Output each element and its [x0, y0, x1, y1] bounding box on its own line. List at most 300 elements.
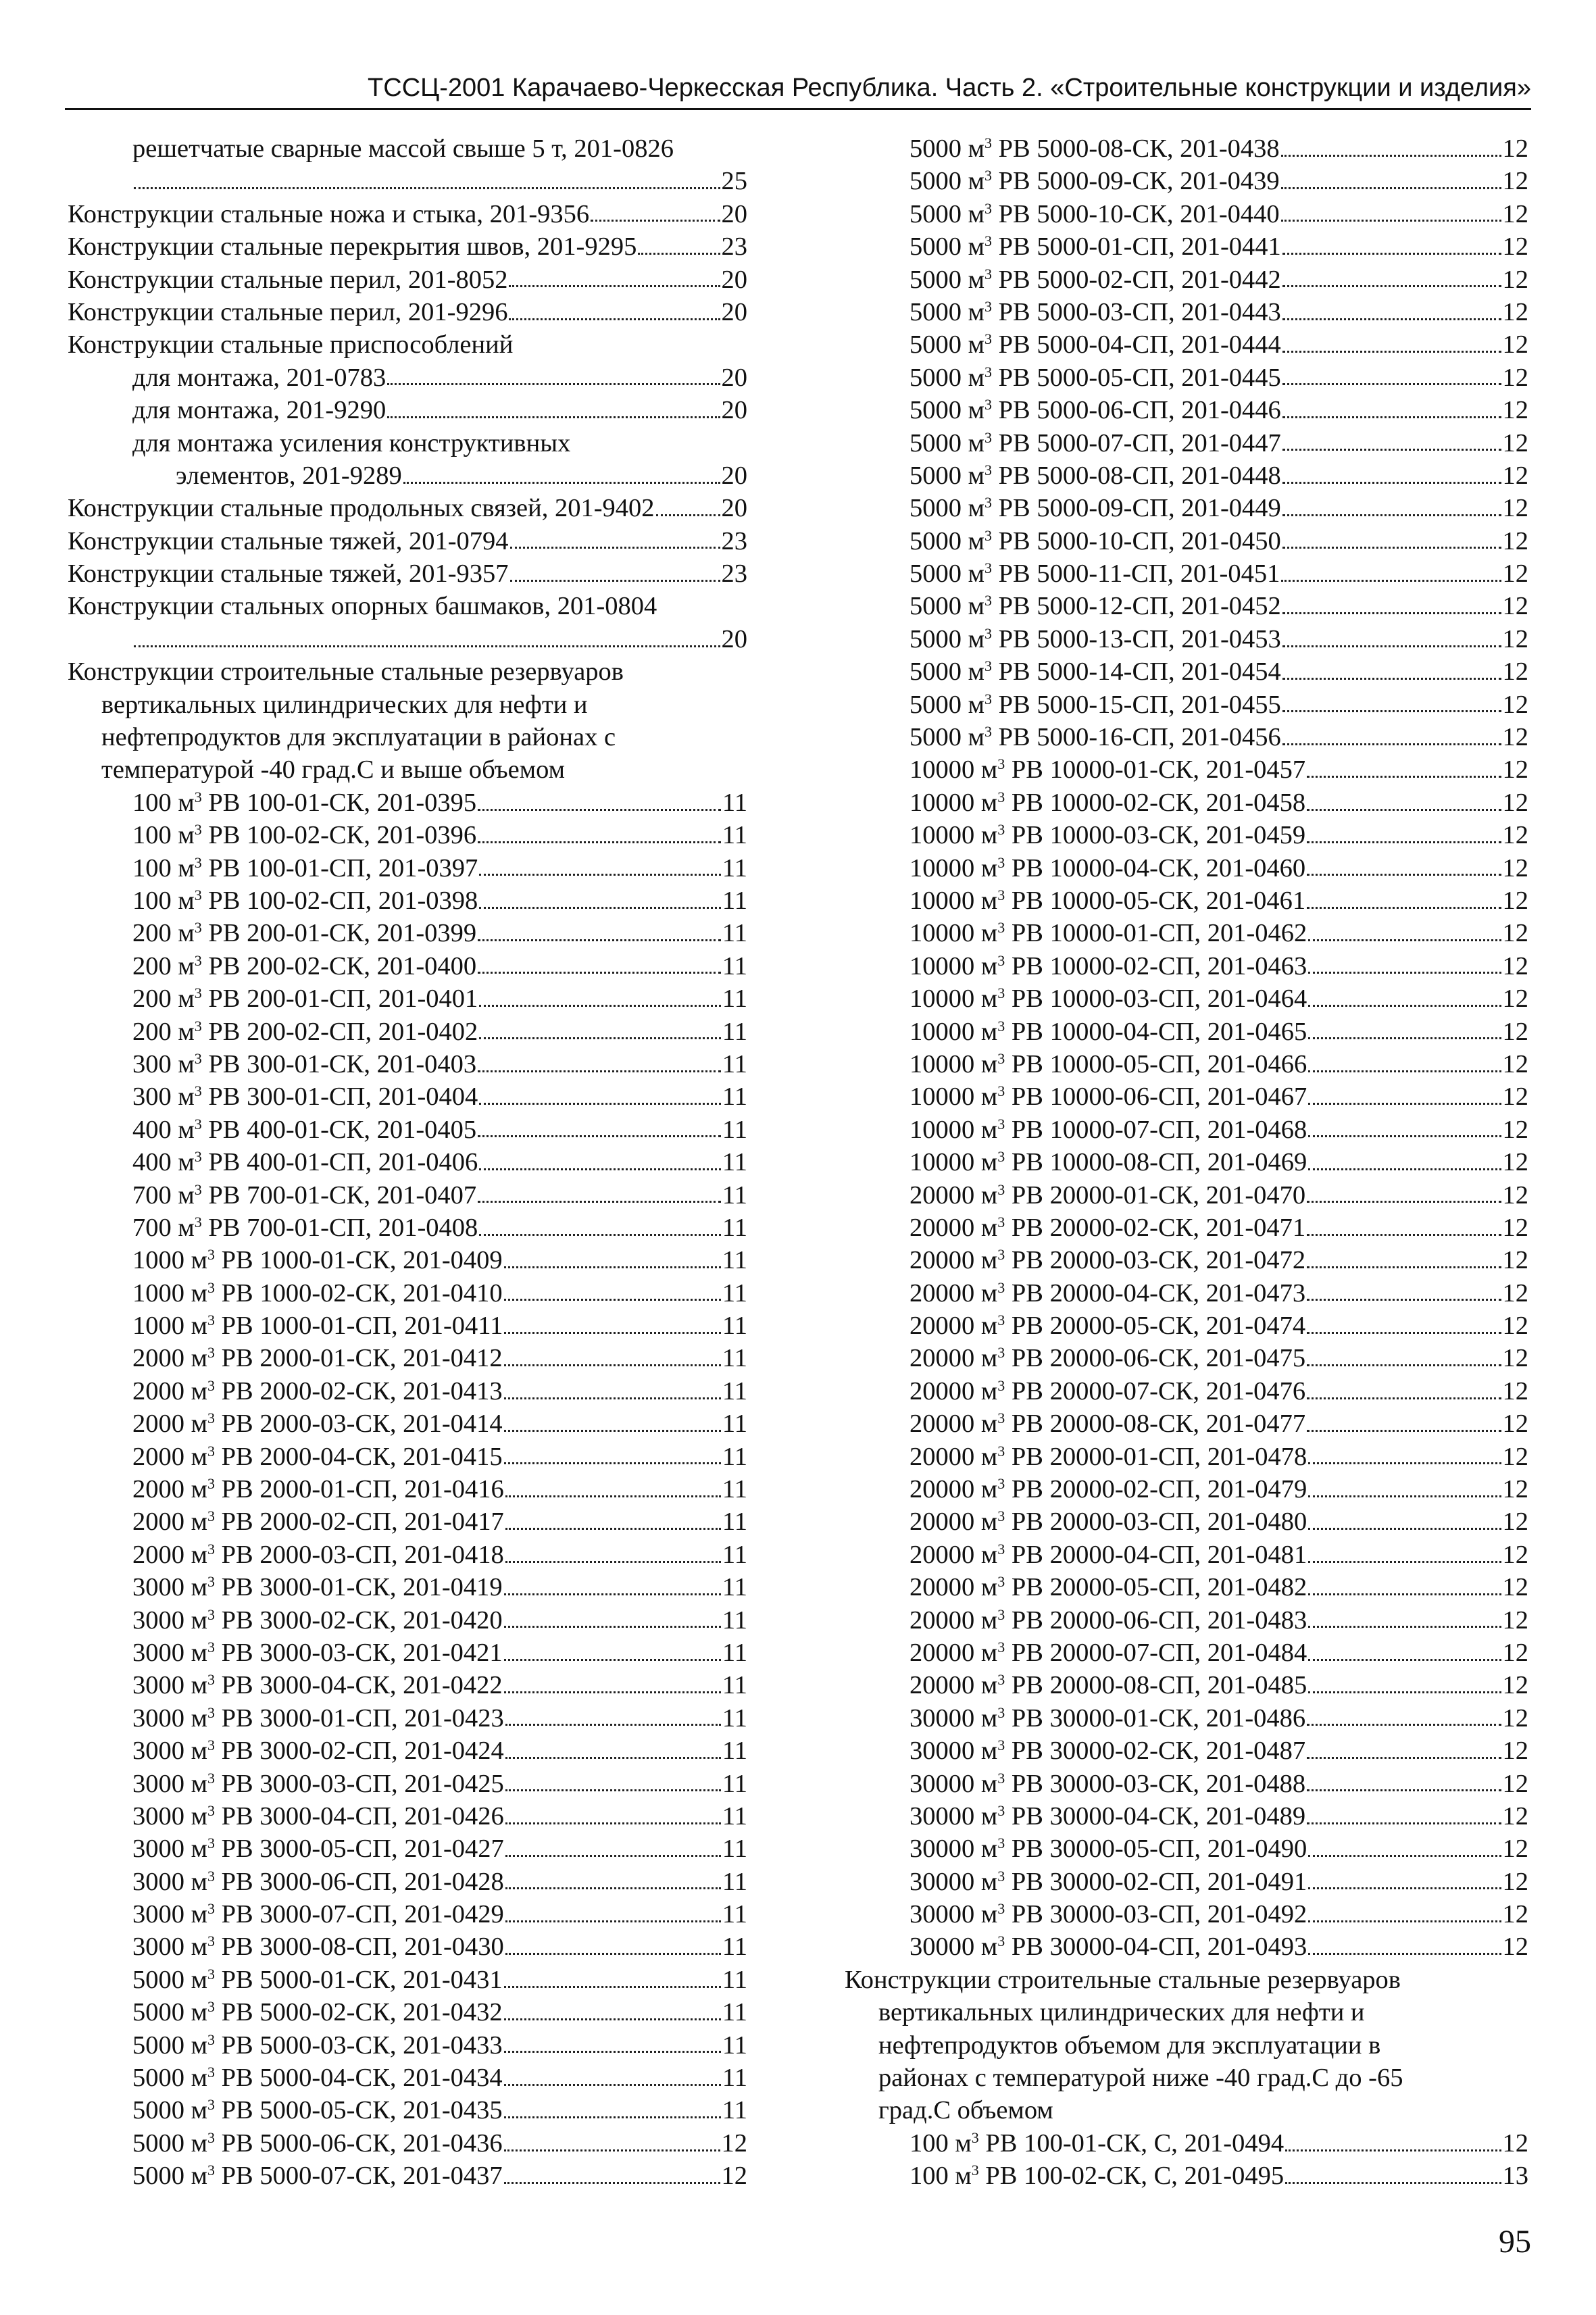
dot-leader — [505, 1789, 721, 1791]
entry-page-number: 12 — [1502, 167, 1528, 196]
volume-value: 5000 — [909, 461, 968, 490]
volume-exponent: 3 — [997, 853, 1005, 871]
entry-label: РВ 10000-04-СК, 201-0460 — [1005, 853, 1306, 882]
dot-leader — [1308, 1495, 1501, 1497]
volume-exponent: 3 — [984, 559, 992, 577]
entry-line — [909, 1244, 1528, 1276]
entry-label: РВ 2000-02-СП, 201-0417 — [215, 1508, 504, 1537]
volume-exponent: 3 — [984, 297, 992, 315]
entry-text — [909, 623, 1281, 655]
entry-line — [909, 1800, 1528, 1833]
volume-exponent: 3 — [984, 526, 992, 544]
entry-text — [132, 1768, 504, 1800]
index-entry — [845, 525, 1528, 557]
entry-line — [132, 1016, 747, 1048]
index-entry — [845, 1735, 1528, 1767]
volume-value: 2000 — [132, 1410, 191, 1439]
entry-line — [68, 590, 747, 622]
index-entry — [845, 1080, 1528, 1113]
volume-exponent: 3 — [971, 2162, 979, 2179]
volume-value: 3000 — [132, 1900, 191, 1929]
entry-label: РВ 100-01-СК, 201-0395 — [201, 788, 477, 817]
volume-unit: м — [980, 1605, 998, 1635]
dot-leader — [1307, 841, 1501, 843]
volume-value: 10000 — [909, 788, 981, 817]
entry-label: Конструкции стальных опорных башмаков, 201-0804 — [68, 592, 657, 621]
volume-unit: м — [191, 2162, 207, 2191]
entry-line — [909, 1735, 1528, 1767]
entry-text — [909, 1768, 1305, 1800]
index-column-left — [68, 132, 747, 2193]
entry-label: РВ 2000-04-СК, 201-0415 — [215, 1442, 503, 1471]
entry-text — [132, 1964, 503, 1996]
dot-leader — [1281, 220, 1501, 222]
volume-exponent: 3 — [207, 1246, 215, 1264]
volume-exponent: 3 — [207, 1638, 215, 1656]
dot-leader — [1308, 1953, 1501, 1955]
entry-text — [909, 2160, 1284, 2192]
index-entry — [68, 1539, 747, 1571]
dot-leader — [1282, 351, 1501, 353]
dot-leader — [403, 482, 720, 484]
volume-unit: м — [980, 1801, 998, 1831]
volume-exponent: 3 — [207, 1344, 215, 1362]
entry-page-number: 12 — [1502, 1703, 1528, 1733]
volume-value: 5000 — [909, 396, 968, 425]
index-entry — [68, 296, 747, 328]
dot-leader — [479, 1005, 721, 1007]
index-entry — [845, 2160, 1528, 2192]
entry-page-number: 12 — [1502, 788, 1528, 817]
entry-line — [909, 328, 1528, 361]
entry-text — [909, 296, 1281, 328]
volume-exponent: 3 — [984, 134, 992, 151]
entry-text — [909, 492, 1281, 524]
entry-page-number: 11 — [722, 1344, 747, 1373]
volume-exponent: 3 — [997, 985, 1005, 1002]
entry-page-number: 11 — [722, 951, 747, 980]
entry-label: РВ 10000-03-СК, 201-0459 — [1005, 821, 1306, 850]
entry-line — [909, 1866, 1528, 1898]
dot-leader — [1308, 1462, 1501, 1464]
index-entry — [68, 1016, 747, 1048]
volume-exponent: 3 — [984, 265, 992, 282]
entry-line — [909, 230, 1528, 263]
entry-text — [132, 1146, 478, 1178]
volume-value: 300 — [132, 1049, 178, 1078]
index-entry — [68, 1931, 747, 1963]
entry-line — [909, 623, 1528, 655]
entry-label: РВ 10000-07-СП, 201-0468 — [1005, 1115, 1307, 1144]
index-entry — [845, 852, 1528, 885]
entry-label: Конструкции стальные ножа и стыка, 201-9356 — [68, 199, 590, 228]
dot-leader — [1285, 2149, 1501, 2151]
volume-value: 100 — [909, 2162, 955, 2191]
entry-line — [132, 2062, 747, 2094]
entry-label: РВ 20000-06-СК, 201-0475 — [1005, 1344, 1306, 1373]
volume-value: 3000 — [132, 1737, 191, 1766]
dot-leader — [1308, 1593, 1501, 1595]
volume-unit: м — [178, 1148, 195, 1177]
volume-exponent: 3 — [997, 1148, 1005, 1166]
entry-label: РВ 5000-04-СП, 201-0444 — [992, 330, 1281, 359]
entry-text — [909, 1342, 1305, 1374]
volume-exponent: 3 — [207, 1965, 215, 1983]
index-entry — [68, 1735, 747, 1767]
entry-text — [68, 592, 657, 620]
entry-page-number: 12 — [1502, 1049, 1528, 1078]
entry-label: РВ 20000-05-СК, 201-0474 — [1005, 1312, 1306, 1341]
entry-label: решетчатые сварные массой свыше 5 т, 201-0826 — [132, 134, 674, 163]
dot-leader — [504, 1593, 721, 1595]
index-entry — [68, 132, 747, 165]
entry-label: РВ 20000-02-СК, 201-0471 — [1005, 1213, 1306, 1242]
volume-exponent: 3 — [207, 1573, 215, 1591]
entry-page-number: 11 — [722, 1148, 747, 1177]
entry-text — [132, 134, 674, 163]
volume-value: 5000 — [909, 690, 968, 719]
entry-text — [909, 132, 1280, 165]
volume-value: 100 — [132, 788, 178, 817]
volume-value: 3000 — [132, 1933, 191, 1962]
volume-unit: м — [968, 167, 984, 196]
entry-text — [68, 525, 509, 557]
index-entry — [845, 982, 1528, 1015]
index-entry — [68, 2029, 747, 2062]
entry-page-number: 11 — [722, 1573, 747, 1602]
entry-label: РВ 200-01-СК, 201-0399 — [201, 919, 477, 948]
volume-exponent: 3 — [984, 199, 992, 217]
volume-unit: м — [178, 951, 195, 980]
entry-line — [909, 787, 1528, 819]
volume-exponent: 3 — [207, 1998, 215, 2016]
entry-label: РВ 3000-01-СП, 201-0423 — [215, 1703, 504, 1733]
entry-text — [68, 198, 589, 230]
volume-exponent: 3 — [207, 1376, 215, 1394]
entry-page-number: 11 — [722, 853, 747, 882]
entry-line — [909, 1114, 1528, 1146]
entry-label: РВ 20000-02-СП, 201-0479 — [1005, 1475, 1307, 1504]
entry-page-number: 12 — [1502, 1605, 1528, 1635]
entry-label: РВ 10000-05-СП, 201-0466 — [1005, 1049, 1307, 1078]
volume-unit: м — [980, 1737, 998, 1766]
dot-leader — [505, 1528, 721, 1530]
volume-value: 2000 — [132, 1540, 191, 1569]
volume-exponent: 3 — [207, 1737, 215, 1754]
entry-line — [101, 689, 747, 721]
entry-page-number: 11 — [722, 1867, 747, 1896]
volume-exponent: 3 — [207, 1540, 215, 1558]
volume-unit: м — [980, 1671, 998, 1700]
entry-text — [132, 1277, 503, 1310]
entry-line — [132, 1048, 747, 1080]
volume-exponent: 3 — [984, 396, 992, 414]
dot-leader — [1282, 285, 1501, 287]
volume-unit: м — [980, 1312, 998, 1341]
entry-line — [909, 819, 1528, 851]
volume-exponent: 3 — [207, 1410, 215, 1427]
volume-unit: м — [191, 1737, 207, 1766]
dot-leader — [638, 253, 720, 255]
entry-text — [909, 655, 1281, 688]
entry-line — [132, 1080, 747, 1113]
entry-page-number: 11 — [722, 886, 747, 915]
volume-unit: м — [968, 592, 984, 621]
entry-text — [132, 1669, 503, 1701]
dot-leader — [1308, 1005, 1501, 1007]
index-entry — [845, 264, 1528, 296]
dot-leader — [387, 416, 720, 418]
dot-leader — [1282, 514, 1501, 516]
index-entry — [68, 230, 747, 263]
entry-label: РВ 1000-01-СК, 201-0409 — [215, 1246, 503, 1275]
entry-label: РВ 3000-04-СП, 201-0426 — [215, 1801, 504, 1831]
volume-value: 3000 — [132, 1769, 191, 1798]
entry-line — [909, 492, 1528, 524]
entry-label: РВ 20000-08-СК, 201-0477 — [1005, 1410, 1306, 1439]
volume-exponent: 3 — [207, 2031, 215, 2048]
entry-line — [909, 1473, 1528, 1505]
entry-label: РВ 20000-04-СП, 201-0481 — [1005, 1540, 1307, 1569]
dot-leader — [1308, 1659, 1501, 1661]
entry-line — [132, 1505, 747, 1538]
volume-unit: м — [968, 428, 984, 457]
entry-label: Конструкции стальные продольных связей, 201-9402 — [68, 494, 655, 523]
volume-exponent: 3 — [984, 592, 992, 609]
index-entry — [845, 590, 1528, 622]
dot-leader — [505, 1561, 721, 1563]
index-entry — [845, 296, 1528, 328]
entry-label: РВ 2000-03-СК, 201-0414 — [215, 1410, 503, 1439]
entry-page-number: 11 — [722, 1376, 747, 1405]
volume-unit: м — [980, 1344, 998, 1373]
entry-page-number: 11 — [722, 1312, 747, 1341]
entry-line — [878, 2062, 1528, 2094]
entry-text — [132, 917, 476, 949]
volume-value: 30000 — [909, 1835, 981, 1864]
entry-text — [878, 1998, 1365, 2026]
dot-leader — [504, 1364, 721, 1366]
entry-label: РВ 20000-05-СП, 201-0482 — [1005, 1573, 1307, 1602]
entry-line — [909, 1539, 1528, 1571]
dot-leader — [504, 1462, 721, 1464]
entry-line — [132, 1996, 747, 2028]
entry-label: РВ 3000-01-СК, 201-0419 — [215, 1573, 503, 1602]
dot-leader — [1282, 743, 1501, 745]
entry-text — [132, 1310, 503, 1342]
index-entry — [68, 427, 747, 459]
entry-page-number: 11 — [722, 1933, 747, 1962]
dot-leader — [1282, 645, 1501, 647]
volume-exponent: 3 — [194, 951, 202, 969]
entry-text — [132, 1898, 504, 1931]
index-entry — [68, 557, 747, 590]
entry-line — [909, 1768, 1528, 1800]
volume-value: 5000 — [909, 265, 968, 294]
entry-page-number: 12 — [1502, 1148, 1528, 1177]
volume-value: 5000 — [132, 2064, 191, 2093]
entry-text — [909, 917, 1307, 949]
entry-label: РВ 5000-03-СП, 201-0443 — [992, 297, 1281, 326]
volume-value: 5000 — [132, 2129, 191, 2158]
entry-text — [68, 330, 513, 359]
entry-text — [909, 1016, 1307, 1048]
entry-text — [68, 492, 655, 524]
dot-leader — [1307, 809, 1501, 811]
entry-text — [132, 1539, 504, 1571]
entry-text — [878, 2031, 1380, 2060]
entry-line — [132, 1768, 747, 1800]
volume-unit: м — [980, 886, 998, 915]
entry-page-number: 11 — [722, 1180, 747, 1210]
dot-leader — [1308, 1691, 1501, 1693]
entry-line — [132, 2094, 747, 2126]
volume-value: 20000 — [909, 1605, 981, 1635]
entry-label: Конструкции строительные стальные резервуаров — [68, 657, 624, 687]
volume-exponent: 3 — [984, 723, 992, 741]
entry-page-number: 12 — [1502, 559, 1528, 589]
entry-line — [132, 982, 747, 1015]
volume-unit: м — [178, 821, 195, 850]
entry-label: РВ 30000-01-СК, 201-0486 — [1005, 1703, 1306, 1733]
entry-page-number: 12 — [1502, 526, 1528, 555]
volume-exponent: 3 — [207, 1703, 215, 1721]
index-entry — [68, 1244, 747, 1276]
volume-value: 1000 — [132, 1312, 191, 1341]
entry-text — [132, 1016, 478, 1048]
entry-text — [132, 1441, 503, 1473]
entry-line — [68, 525, 747, 557]
entry-page-number: 11 — [722, 1769, 747, 1798]
dot-leader — [505, 1855, 721, 1857]
volume-value: 2000 — [132, 1344, 191, 1373]
index-entry — [845, 492, 1528, 524]
volume-value: 30000 — [909, 1801, 981, 1831]
volume-unit: м — [968, 396, 984, 425]
entry-line — [909, 917, 1528, 949]
entry-line — [132, 1342, 747, 1374]
entry-label: град.С объемом — [878, 2096, 1053, 2125]
volume-exponent: 3 — [194, 1180, 202, 1198]
entry-label: РВ 200-02-СК, 201-0400 — [201, 951, 477, 980]
volume-unit: м — [968, 723, 984, 752]
index-entry — [68, 950, 747, 982]
entry-text — [132, 787, 476, 819]
entry-line — [909, 1277, 1528, 1310]
volume-unit: м — [980, 1246, 998, 1275]
entry-label: РВ 3000-06-СП, 201-0428 — [215, 1867, 504, 1896]
entry-page-number: 12 — [1502, 1801, 1528, 1831]
dot-leader — [504, 1986, 721, 1988]
volume-unit: м — [980, 853, 998, 882]
entry-line — [132, 1800, 747, 1833]
dot-leader — [1307, 1234, 1501, 1236]
entry-text — [909, 1669, 1307, 1701]
dot-leader — [505, 1822, 721, 1824]
entry-page-number: 11 — [722, 1017, 747, 1046]
entry-label: РВ 5000-02-СП, 201-0442 — [992, 265, 1281, 294]
index-entry — [845, 427, 1528, 459]
entry-label: вертикальных цилиндрических для нефти и — [101, 690, 588, 719]
entry-line — [132, 950, 747, 982]
dot-leader — [505, 1495, 721, 1497]
entry-text — [909, 982, 1307, 1015]
volume-exponent: 3 — [207, 1801, 215, 1819]
entry-line — [909, 1833, 1528, 1865]
entry-line — [132, 1735, 747, 1767]
volume-exponent: 3 — [997, 1638, 1005, 1656]
entry-line — [909, 1408, 1528, 1440]
entry-label: РВ 5000-07-СП, 201-0447 — [992, 428, 1281, 457]
volume-unit: м — [178, 1213, 195, 1242]
entry-line — [909, 1310, 1528, 1342]
index-entry — [845, 753, 1528, 786]
entry-text — [101, 691, 588, 719]
entry-line — [132, 1310, 747, 1342]
entry-page-number: 12 — [1502, 1835, 1528, 1864]
index-entry — [68, 1505, 747, 1538]
entry-line — [909, 852, 1528, 885]
index-entry — [845, 721, 1528, 753]
entry-page-number: 11 — [722, 821, 747, 850]
entry-label: для монтажа усиления конструктивных — [132, 428, 571, 457]
index-entry — [68, 1800, 747, 1833]
entry-text — [132, 1408, 503, 1440]
entry-text — [132, 2094, 503, 2126]
index-entry — [845, 1146, 1528, 1178]
entry-label: РВ 2000-01-СП, 201-0416 — [215, 1475, 504, 1504]
entry-line — [68, 264, 747, 296]
index-entry — [845, 1702, 1528, 1735]
dot-leader — [1282, 547, 1501, 549]
entry-text — [132, 2127, 503, 2160]
dot-leader — [1307, 1430, 1501, 1432]
volume-exponent: 3 — [997, 1115, 1005, 1132]
entry-line — [68, 492, 747, 524]
volume-exponent: 3 — [997, 1769, 1005, 1787]
volume-unit: м — [191, 1312, 207, 1341]
index-entry — [68, 655, 747, 688]
volume-exponent: 3 — [997, 1801, 1005, 1819]
entry-text — [909, 1539, 1307, 1571]
volume-exponent: 3 — [997, 1180, 1005, 1198]
dot-leader — [479, 1103, 721, 1105]
volume-value: 20000 — [909, 1671, 981, 1700]
volume-value: 30000 — [909, 1900, 981, 1929]
index-entry — [845, 2062, 1528, 2094]
entry-label: РВ 5000-11-СП, 201-0451 — [992, 559, 1280, 589]
dot-leader — [1308, 1626, 1501, 1628]
entry-text — [909, 787, 1305, 819]
index-entry — [68, 982, 747, 1015]
entry-label: РВ 20000-08-СП, 201-0485 — [1005, 1671, 1307, 1700]
entry-page-number: 11 — [722, 1965, 747, 1994]
index-entry — [845, 1637, 1528, 1669]
volume-exponent: 3 — [997, 1376, 1005, 1394]
volume-value: 20000 — [909, 1540, 981, 1569]
dot-leader — [1308, 1135, 1501, 1137]
entry-label: РВ 400-01-СП, 201-0406 — [201, 1148, 478, 1177]
entry-label: РВ 3000-02-СК, 201-0420 — [215, 1605, 503, 1635]
entry-line — [909, 165, 1528, 197]
volume-exponent: 3 — [207, 2096, 215, 2114]
volume-value: 5000 — [909, 559, 968, 589]
volume-value: 5000 — [909, 297, 968, 326]
volume-unit: м — [968, 461, 984, 490]
volume-value: 5000 — [909, 624, 968, 653]
index-entry — [845, 1179, 1528, 1212]
index-entry — [68, 1571, 747, 1603]
